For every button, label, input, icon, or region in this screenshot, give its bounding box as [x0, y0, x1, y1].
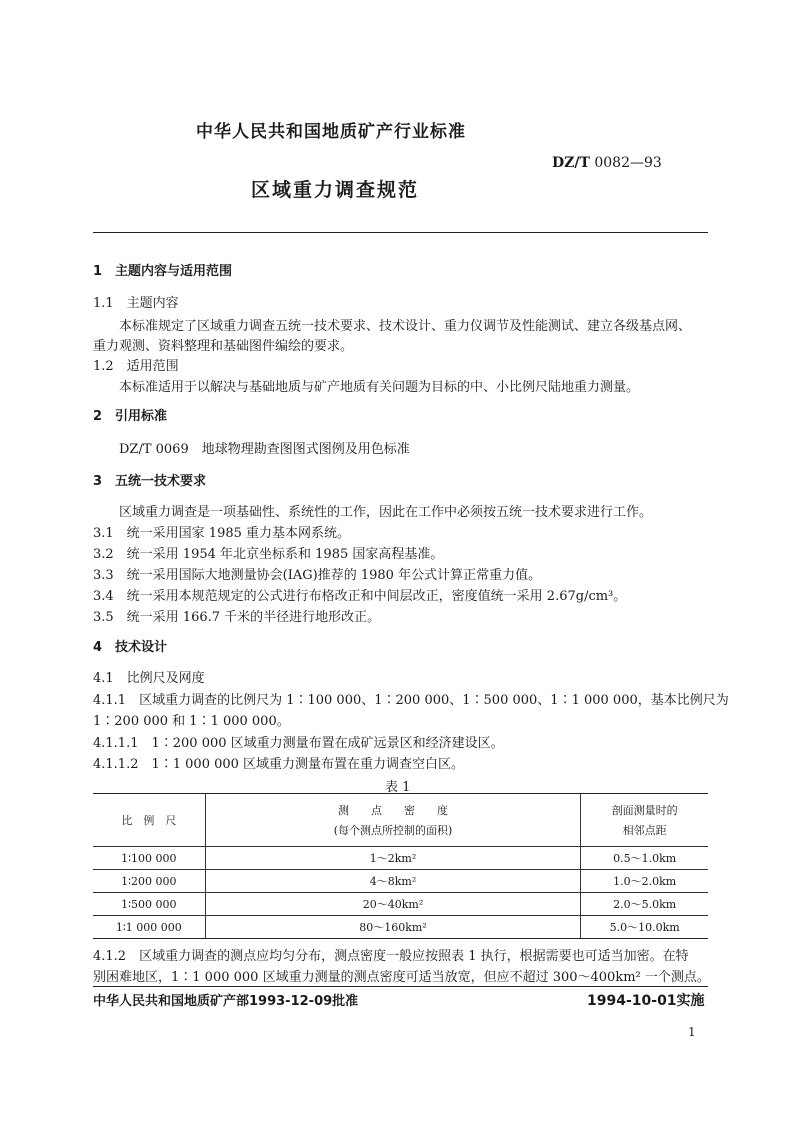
density-table — [93, 793, 708, 939]
implementation-date: 1994-10-01实施 — [587, 993, 705, 1009]
header-rule — [93, 232, 708, 233]
cell-spacing: 0.5～1.0km — [581, 847, 708, 870]
section-1-2-para: 本标准适用于以解决与基础地质与矿产地质有关问题为目标的中、小比例尺陆地重力测量。 — [119, 380, 640, 395]
section-1-1-heading: 1.1 主题内容 — [93, 296, 179, 311]
referenced-standard: DZ/T 0069 地球物理勘查图图式图例及用色标准 — [119, 442, 410, 457]
header-spacing-line1: 剖面测量时的 — [611, 804, 678, 817]
table-row — [93, 870, 708, 893]
section-2-heading: 2 引用标准 — [93, 409, 168, 424]
cell-spacing: 5.0～10.0km — [581, 916, 708, 939]
table-row — [93, 916, 708, 939]
section-3-3: 3.3 统一采用国际大地测量协会(IAG)推荐的 1980 年公式计算正常重力值。 — [93, 568, 542, 583]
section-4-1-1-1: 4.1.1.1 1∶200 000 区域重力测量布置在成矿远景区和经济建设区。 — [93, 736, 504, 751]
section-3-1: 3.1 统一采用国家 1985 重力基本网系统。 — [93, 526, 351, 541]
cell-spacing: 2.0～5.0km — [581, 893, 708, 916]
standard-code — [552, 155, 662, 171]
document-title: 区域重力调查规范 — [251, 179, 420, 201]
section-4-heading: 4 技术设计 — [93, 640, 168, 655]
table-header-row — [93, 794, 708, 847]
section-1-2-heading: 1.2 适用范围 — [93, 359, 179, 374]
cell-density: 4～8km² — [205, 870, 581, 893]
footer-rule — [93, 986, 708, 987]
section-4-1-1-line1: 4.1.1 区域重力调查的比例尺为 1∶100 000、1∶200 000、1∶500 000、1∶1 000 000，基本比例尺为 — [93, 693, 729, 708]
section-4-1-2-line2: 别困难地区，1∶1 000 000 区域重力测量的测点密度可适当放宽，但应不超过 300～400km² 一个测点。 — [93, 970, 710, 985]
cell-density: 20～40km² — [205, 893, 581, 916]
section-1-heading: 1 主题内容与适用范围 — [93, 264, 233, 279]
table-row — [93, 893, 708, 916]
table-caption: 表 1 — [385, 780, 411, 795]
cell-density: 80～160km² — [205, 916, 581, 939]
section-1-1-para-line1: 本标准规定了区域重力调查五统一技术要求、技术设计、重力仪调节及性能测试、建立各级基点网、 — [119, 319, 692, 334]
section-4-1-1-2: 4.1.1.2 1∶1 000 000 区域重力测量布置在重力调查空白区。 — [93, 757, 465, 772]
standard-code-label: DZ/T — [552, 155, 590, 171]
standard-code-number: 0082—93 — [594, 155, 662, 171]
header-density-line1: 测 点 密 度 — [338, 804, 448, 817]
cell-scale: 1∶1 000 000 — [93, 916, 205, 939]
header-density — [205, 794, 581, 847]
page-number: 1 — [688, 1025, 696, 1039]
cell-scale: 1∶100 000 — [93, 847, 205, 870]
section-3-heading: 3 五统一技术要求 — [93, 474, 207, 489]
section-1-1-para-line2: 重力观测、资料整理和基础图件编绘的要求。 — [93, 339, 354, 354]
cell-density: 1～2km² — [205, 847, 581, 870]
header-spacing — [581, 794, 708, 847]
section-3-5: 3.5 统一采用 166.7 千米的半径进行地形改正。 — [93, 610, 381, 625]
section-3-intro: 区域重力调查是一项基础性、系统性的工作，因此在工作中必须按五统一技术要求进行工作。 — [119, 505, 653, 520]
cell-spacing: 1.0～2.0km — [581, 870, 708, 893]
approval-date: 中华人民共和国地质矿产部1993-12-09批准 — [93, 994, 359, 1009]
section-3-2: 3.2 统一采用 1954 年北京坐标系和 1985 国家高程基准。 — [93, 547, 444, 562]
table-row — [93, 847, 708, 870]
section-3-4: 3.4 统一采用本规范规定的公式进行布格改正和中间层改正，密度值统一采用 2.67g/cm³。 — [93, 589, 627, 604]
section-4-1-1-line2: 1∶200 000 和 1∶1 000 000。 — [93, 714, 290, 729]
section-4-1-heading: 4.1 比例尺及网度 — [93, 671, 205, 686]
header-density-line2: (每个测点所控制的面积) — [333, 824, 453, 837]
section-4-1-2-line1: 4.1.2 区域重力调查的测点应均匀分布，测点密度一般应按照表 1 执行，根据需要也可适当加密。在特 — [93, 949, 689, 964]
cell-scale: 1∶200 000 — [93, 870, 205, 893]
header-spacing-line2: 相邻点距 — [622, 824, 667, 837]
issuing-body-title: 中华人民共和国地质矿产行业标准 — [196, 122, 466, 142]
header-scale: 比 例 尺 — [93, 794, 205, 847]
cell-scale: 1∶500 000 — [93, 893, 205, 916]
